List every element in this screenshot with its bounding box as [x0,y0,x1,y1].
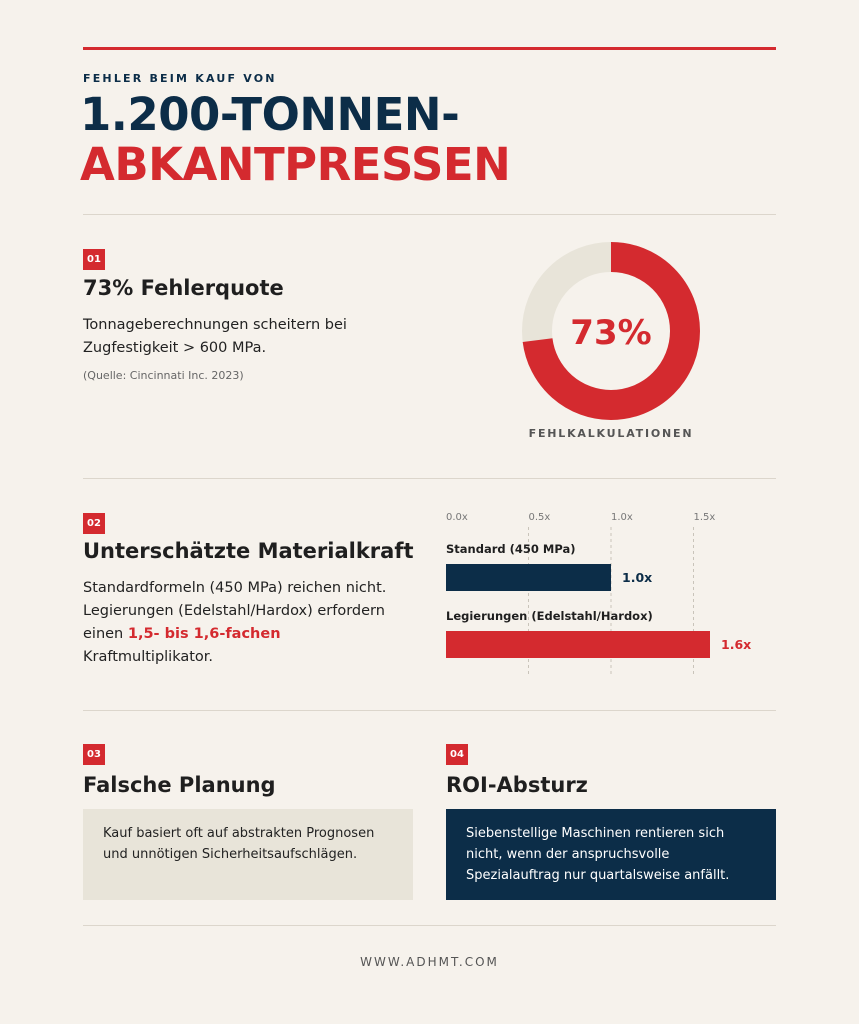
page-title-line2: ABKANTPRESSEN [80,138,511,191]
bar [446,564,611,591]
bar-category-label: Legierungen (Edelstahl/Hardox) [446,609,653,623]
donut-label: FEHLKALKULATIONEN [528,427,694,440]
bar [446,631,710,658]
x-tick-label: 0.5x [528,512,551,523]
info-box-roi: Siebenstellige Maschinen rentieren sich nicht, wenn der anspruchsvolle Spezialauftrag nur quartalsweise anfällt. [446,809,776,900]
section-heading: ROI-Absturz [446,773,588,797]
x-tick-label: 1.0x [611,512,633,523]
bar-category-label: Standard (450 MPa) [446,542,576,556]
top-accent-bar [83,47,776,50]
source-note: (Quelle: Cincinnati Inc. 2023) [83,369,244,382]
divider [83,478,776,479]
section-text-part: Kraftmultiplikator. [83,649,214,665]
page-title-line1: 1.200-TONNEN- [80,88,460,141]
section-text: Tonnageberechnungen scheitern bei Zugfestigkeit > 600 MPa. [83,317,347,356]
section-text [83,577,403,669]
donut-center-value: 73% [570,313,652,353]
highlight-multiplier: 1,5- bis 1,6-fachen [127,626,281,642]
x-tick-label: 1.5x [693,512,716,523]
section-number-badge: 01 [83,249,105,270]
info-box-planning: Kauf basiert oft auf abstrakten Prognosen und unnötigen Sicherheitsaufschlägen. [83,809,413,900]
x-tick-label: 0.0x [446,512,468,523]
section-heading: Falsche Planung [83,773,276,797]
section-heading: 73% Fehlerquote [83,276,284,300]
bar-value-label: 1.0x [622,570,653,585]
section-number-badge: 02 [83,513,105,534]
section-heading: Unterschätzte Materialkraft [83,539,414,563]
section-text-part: Standardformeln (450 MPa) reichen nicht. Legierungen (Edelstahl/Hardox) erfordern einen [83,580,387,642]
bar-value-label: 1.6x [721,637,752,652]
divider [83,925,776,926]
page-kicker: FEHLER BEIM KAUF VON [83,72,277,85]
divider [83,214,776,215]
footer-url: WWW.ADHMT.COM [360,955,499,969]
section-number-badge: 04 [446,744,468,765]
section-number-badge: 03 [83,744,105,765]
donut-chart [522,242,700,420]
bar-chart [440,505,780,675]
divider [83,710,776,711]
